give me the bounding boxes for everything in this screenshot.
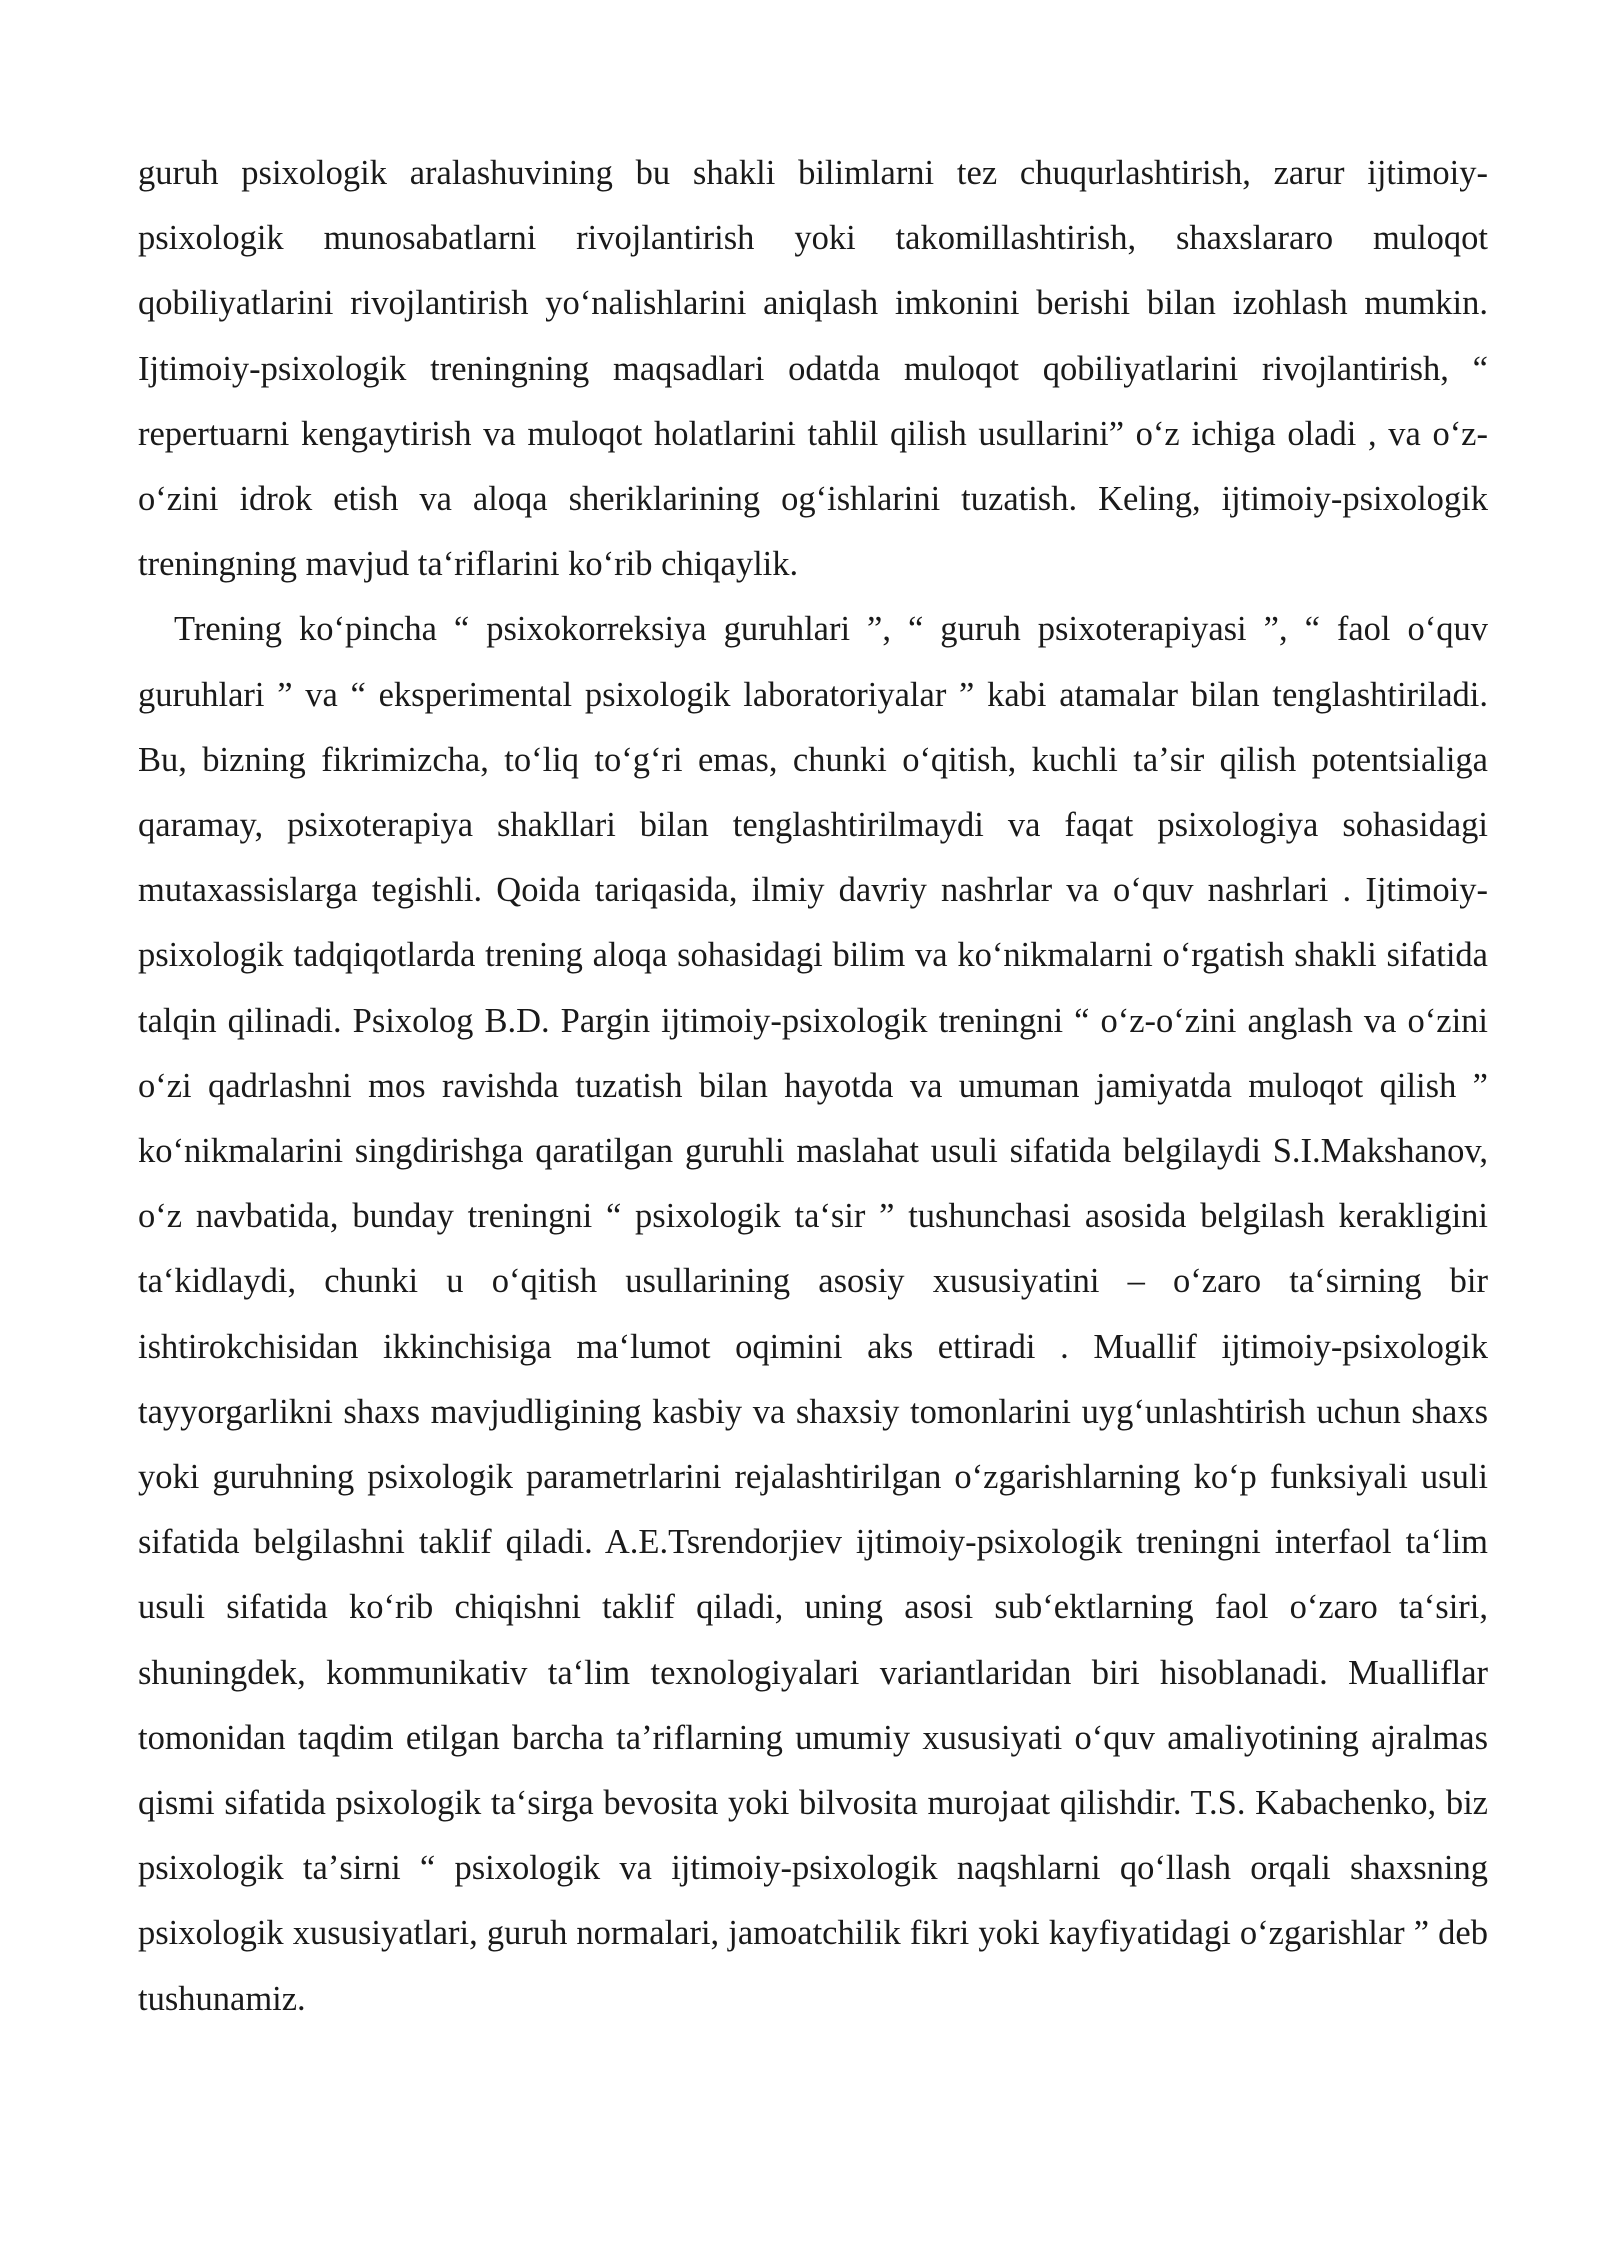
document-page [138,141,1488,2032]
paragraph-2: Trening koʻpincha “ psixokorreksiya guruhlari ”, “ guruh psixoterapiyasi ”, “ faol oʻquv guruhlari ” va “ eksperimental psixologik laboratoriyalar ” kabi atamalar bilan tenglashtiriladi. Bu, bizning fikrimizcha, toʻliq toʻgʻri emas, chunki oʻqitish, kuchli taʼsir qilish potentsialiga qaramay, psixoterapiya shakllari bilan tenglashtirilmaydi va faqat psixologiya sohasidagi mutaxassislarga tegishli. Qoida tariqasida, ilmiy davriy nashrlar va oʻquv nashrlari . Ijtimoiy-psixologik tadqiqotlarda trening aloqa sohasidagi bilim va koʻnikmalarni oʻrgatish shakli sifatida talqin qilinadi. Psixolog B.D. Pargin ijtimoiy-psixologik treningni “ oʻz-oʻzini anglash va oʻzini oʻzi qadrlashni mos ravishda tuzatish bilan hayotda va umuman jamiyatda muloqot qilish ” koʻnikmalarini singdirishga qaratilgan guruhli maslahat usuli sifatida belgilaydi S.I.Makshanov, oʻz navbatida, bunday treningni “ psixologik taʻsir ” tushunchasi asosida belgilash kerakligini taʻkidlaydi, chunki u oʻqitish usullarining asosiy xususiyatini – oʻzaro taʻsirning bir ishtirokchisidan ikkinchisiga maʻlumot oqimini aks ettiradi . Muallif ijtimoiy-psixologik tayyorgarlikni shaxs mavjudligining kasbiy va shaxsiy tomonlarini uygʻunlashtirish uchun shaxs yoki guruhning psixologik parametrlarini rejalashtirilgan oʻzgarishlarning koʻp funksiyali usuli sifatida belgilashni taklif qiladi. A.E.Tsrendorjiev ijtimoiy-psixologik treningni interfaol taʻlim usuli sifatida koʻrib chiqishni taklif qiladi, uning asosi subʻektlarning faol oʻzaro taʻsiri, shuningdek, kommunikativ taʻlim texnologiyalari variantlaridan biri hisoblanadi. Mualliflar tomonidan taqdim etilgan barcha taʼriflarning umumiy xususiyati oʻquv amaliyotining ajralmas qismi sifatida psixologik taʻsirga bevosita yoki bilvosita murojaat qilishdir. T.S. Kabachenko, biz psixologik taʼsirni “ psixologik va ijtimoiy-psixologik naqshlarni qoʻllash orqali shaxsning psixologik xususiyatlari, guruh normalari, jamoatchilik fikri yoki kayfiyatidagi oʻzgarishlar ” deb tushunamiz. [138,610,1488,2018]
paragraph-1: guruh psixologik aralashuvining bu shakli bilimlarni tez chuqurlashtirish, zarur ijtimoiy-psixologik munosabatlarni rivojlantirish yoki takomillashtirish, shaxslararo muloqot qobiliyatlarini rivojlantirish yoʻnalishlarini aniqlash imkonini berishi bilan izohlash mumkin. Ijtimoiy-psixologik treningning maqsadlari odatda muloqot qobiliyatlarini rivojlantirish, “ repertuarni kengaytirish va muloqot holatlarini tahlil qilish usullarini” oʻz ichiga oladi , va oʻz-oʻzini idrok etish va aloqa sheriklarining ogʻishlarini tuzatish. Keling, ijtimoiy-psixologik treningning mavjud taʻriflarini koʻrib chiqaylik. [138,154,1488,584]
